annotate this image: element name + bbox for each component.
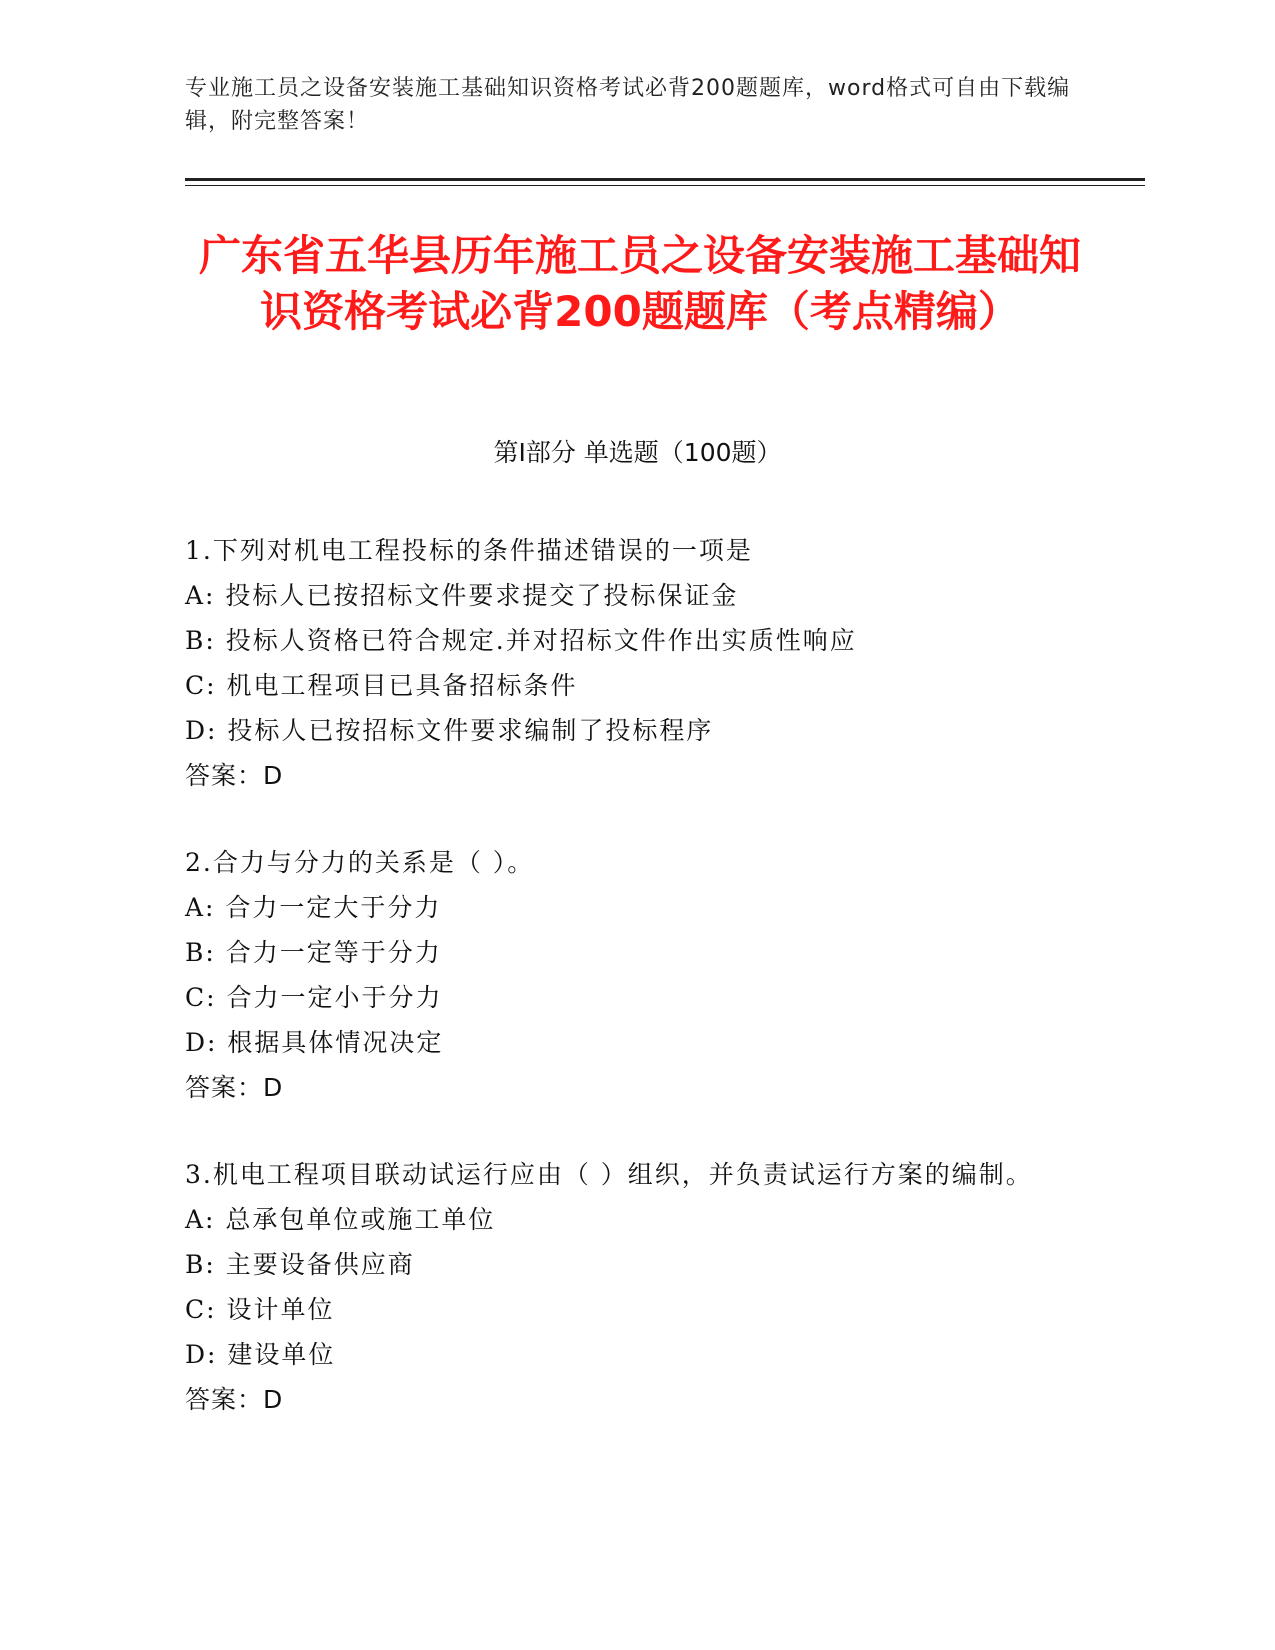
option-a: A: 总承包单位或施工单位	[185, 1205, 496, 1234]
option-b: B: 合力一定等于分力	[185, 938, 442, 967]
header-note: 专业施工员之设备安装施工基础知识资格考试必背200题题库，word格式可自由下载编辑，附完整答案！	[185, 76, 1071, 134]
question-1	[185, 528, 1085, 798]
answer: 答案：D	[185, 1385, 284, 1414]
option-a: A: 合力一定大于分力	[185, 893, 442, 922]
option-c: C: 合力一定小于分力	[185, 983, 443, 1012]
document-title: 广东省五华县历年施工员之设备安装施工基础知识资格考试必背200题题库（考点精编）	[198, 231, 1081, 336]
question-text: 2.合力与分力的关系是（ ）。	[185, 848, 535, 877]
option-b: B: 投标人资格已符合规定.并对招标文件作出实质性响应	[185, 626, 857, 655]
option-d: D: 投标人已按招标文件要求编制了投标程序	[185, 716, 714, 745]
header-rule-thin	[185, 185, 1145, 186]
option-b: B: 主要设备供应商	[185, 1250, 415, 1279]
question-text: 3.机电工程项目联动试运行应由（ ）组织，并负责试运行方案的编制。	[185, 1160, 1033, 1189]
option-c: C: 设计单位	[185, 1295, 335, 1324]
question-list	[185, 528, 1085, 1464]
option-d: D: 建设单位	[185, 1340, 336, 1369]
question-text: 1.下列对机电工程投标的条件描述错误的一项是	[185, 536, 753, 565]
question-3	[185, 1152, 1085, 1422]
answer: 答案：D	[185, 1073, 284, 1102]
question-2	[185, 840, 1085, 1110]
answer: 答案：D	[185, 761, 284, 790]
option-a: A: 投标人已按招标文件要求提交了投标保证金	[185, 581, 739, 610]
option-c: C: 机电工程项目已具备招标条件	[185, 671, 578, 700]
option-d: D: 根据具体情况决定	[185, 1028, 444, 1057]
section-title: 第Ⅰ部分 单选题（100题）	[493, 438, 782, 467]
header-rule-thick	[185, 178, 1145, 181]
